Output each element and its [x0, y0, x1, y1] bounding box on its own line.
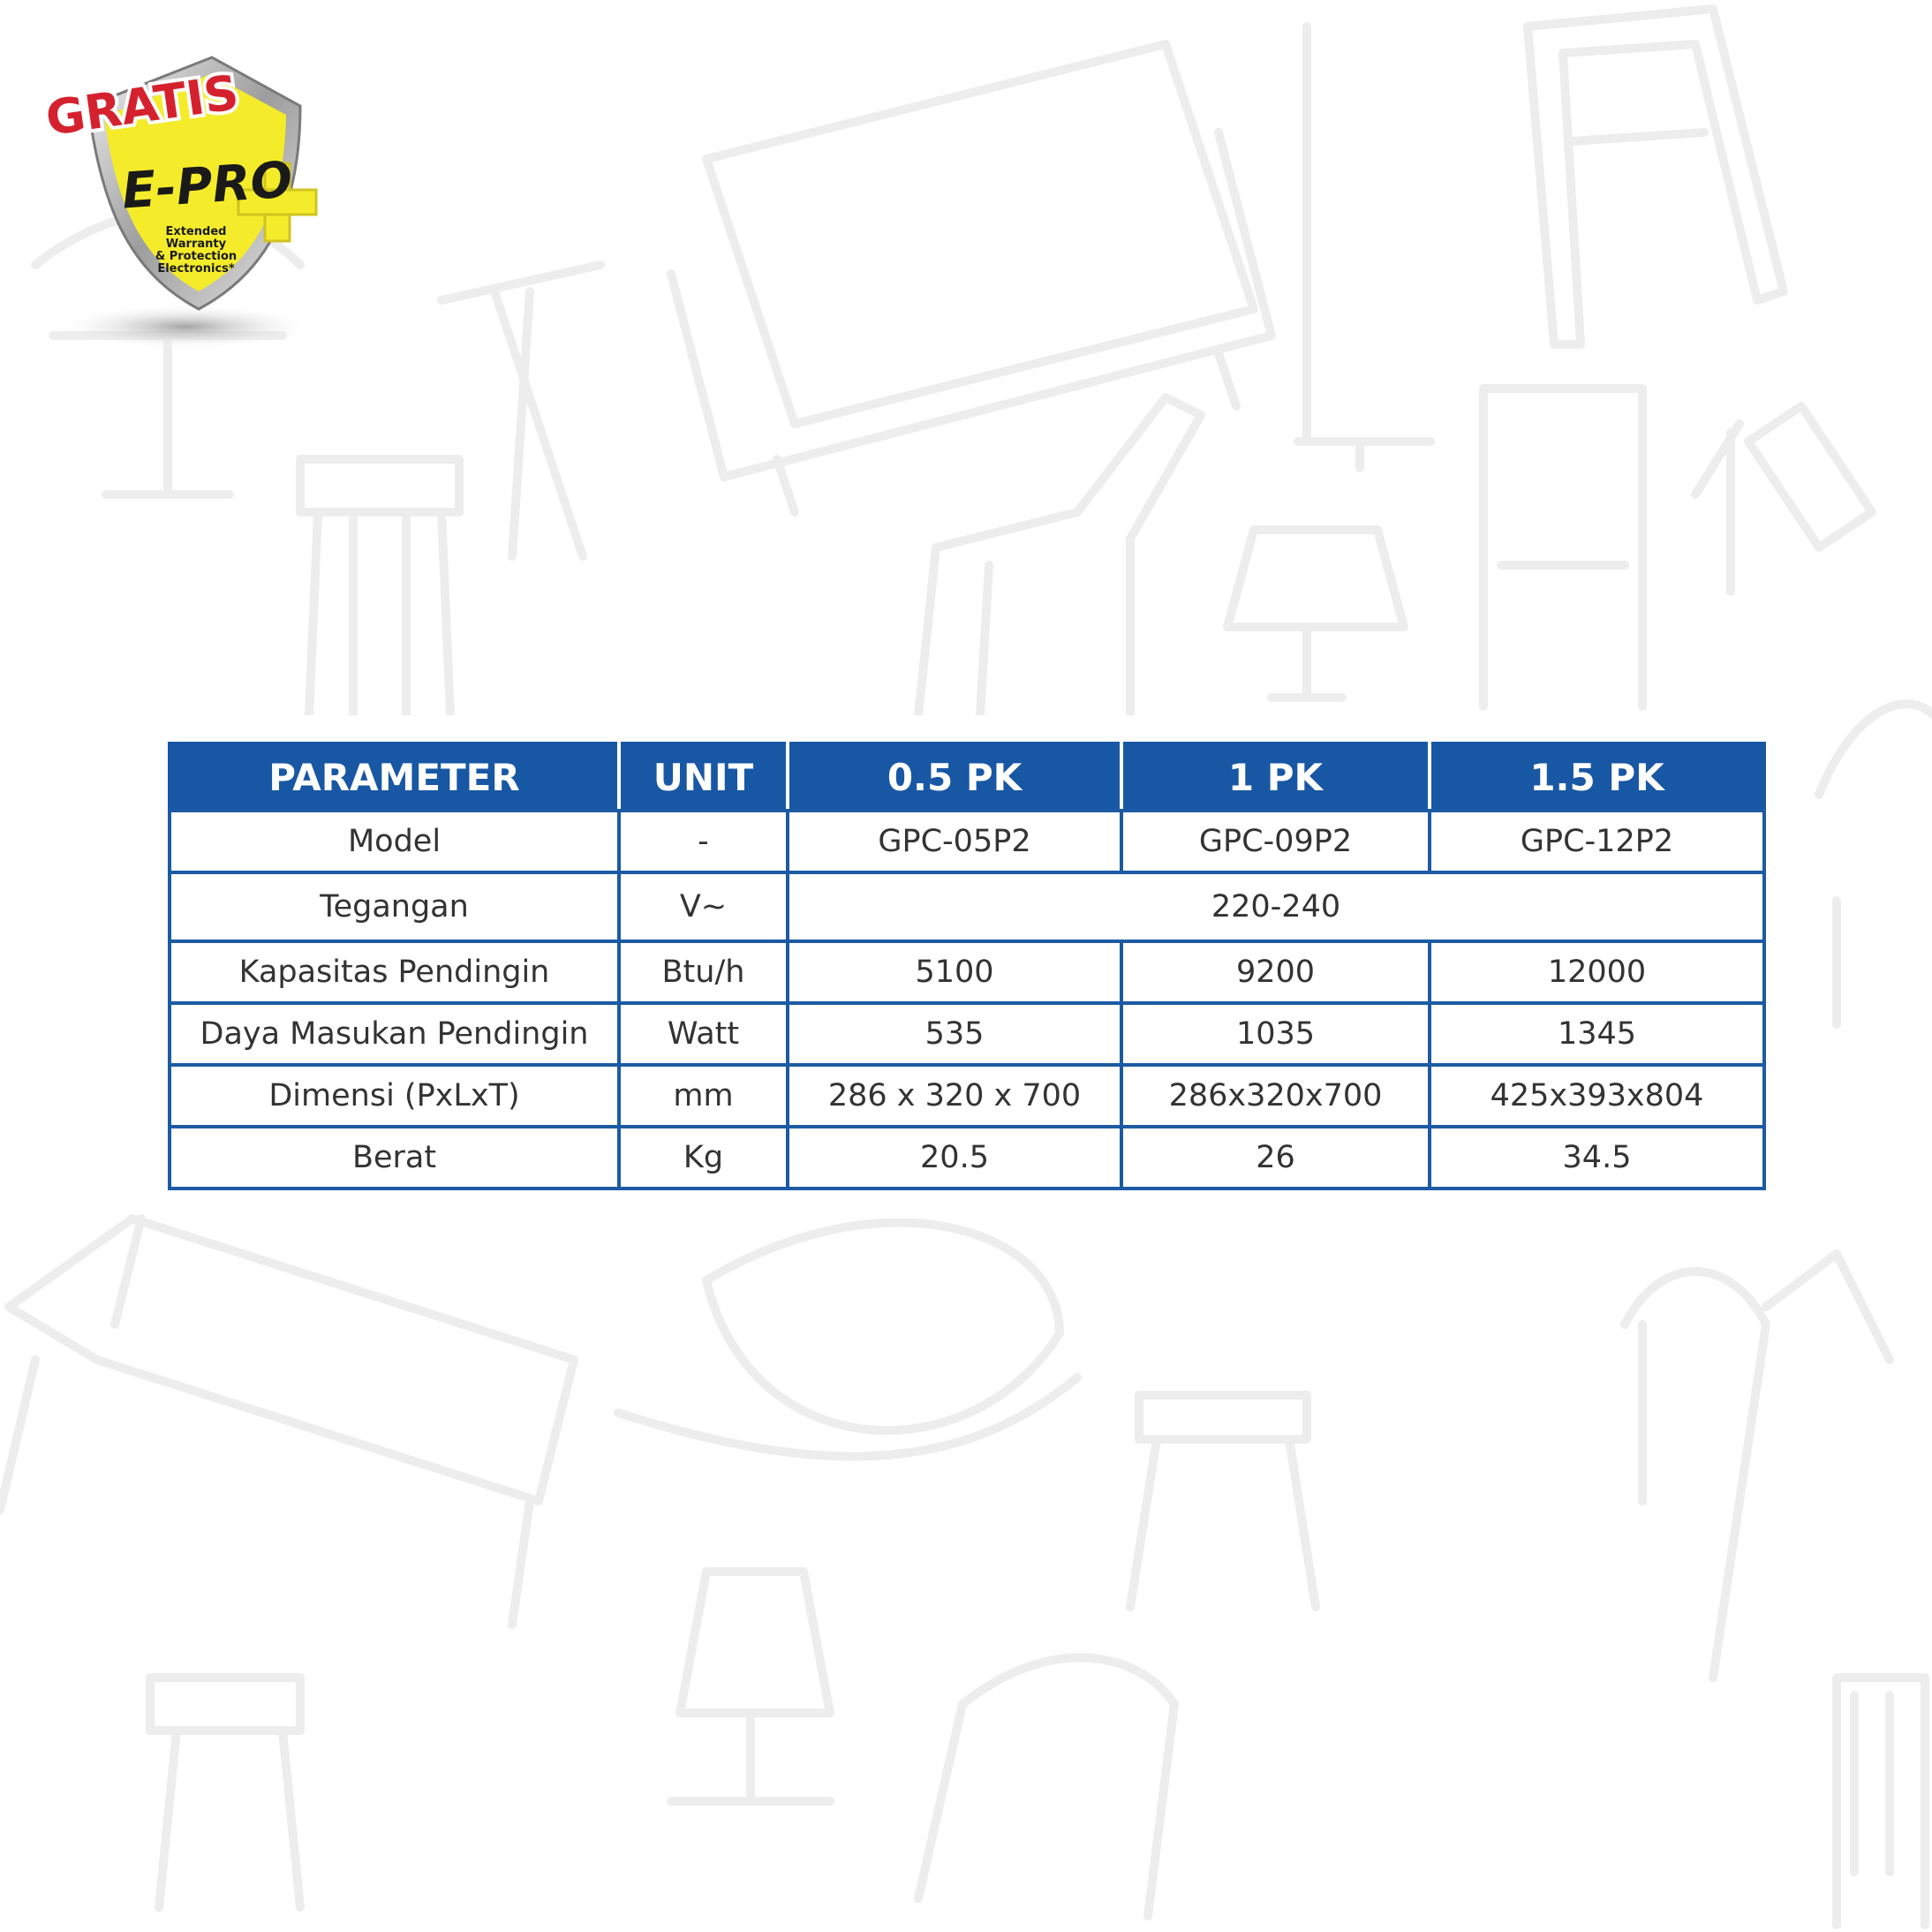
parameter-cell: Dimensi (PxLxT)	[170, 1065, 619, 1127]
badge-gratis-text: GRATIS	[42, 64, 242, 147]
value-cell: 286x320x700	[1121, 1065, 1430, 1127]
parameter-cell: Kapasitas Pendingin	[170, 941, 619, 1003]
header-unit: UNIT	[619, 743, 788, 811]
value-cell: 1345	[1430, 1003, 1764, 1065]
badge-brand-text: E-PRO	[120, 151, 295, 221]
value-cell: 1035	[1121, 1003, 1430, 1065]
unit-cell: Kg	[619, 1127, 788, 1189]
table-header-row	[170, 743, 1764, 811]
value-cell: 286 x 320 x 700	[788, 1065, 1121, 1127]
value-cell: 9200	[1121, 941, 1430, 1003]
unit-cell: V~	[619, 872, 788, 941]
specification-table	[168, 742, 1766, 1190]
merged-value-cell: 220-240	[788, 872, 1764, 941]
header-1-5-pk: 1.5 PK	[1430, 743, 1764, 811]
value-cell: 535	[788, 1003, 1121, 1065]
value-cell: GPC-12P2	[1430, 811, 1764, 872]
badge-tagline-line-3: & Protection	[155, 250, 238, 263]
badge-shadow	[53, 304, 318, 350]
parameter-cell: Tegangan	[170, 872, 619, 941]
header-1-pk: 1 PK	[1121, 743, 1430, 811]
value-cell: 425x393x804	[1430, 1065, 1764, 1127]
unit-cell: Watt	[619, 1003, 788, 1065]
value-cell: GPC-09P2	[1121, 811, 1430, 872]
unit-cell: Btu/h	[619, 941, 788, 1003]
parameter-cell: Berat	[170, 1127, 619, 1189]
header-0-5-pk: 0.5 PK	[788, 743, 1121, 811]
badge-tagline-line-2: Warranty	[165, 238, 227, 251]
parameter-cell: Daya Masukan Pendingin	[170, 1003, 619, 1065]
parameter-cell: Model	[170, 811, 619, 872]
unit-cell: mm	[619, 1065, 788, 1127]
value-cell: 12000	[1430, 941, 1764, 1003]
table-row	[170, 811, 1764, 872]
table-row	[170, 941, 1764, 1003]
badge-tagline-line-1: Extended	[165, 225, 227, 238]
badge-tagline-line-4: Electronics*	[157, 262, 235, 275]
unit-cell: -	[619, 811, 788, 872]
table-row	[170, 1003, 1764, 1065]
table-row	[170, 872, 1764, 941]
table-row	[170, 1065, 1764, 1127]
e-pro-warranty-badge	[26, 44, 344, 362]
value-cell: 26	[1121, 1127, 1430, 1189]
value-cell: GPC-05P2	[788, 811, 1121, 872]
header-parameter: PARAMETER	[170, 743, 619, 811]
table-row	[170, 1127, 1764, 1189]
value-cell: 20.5	[788, 1127, 1121, 1189]
value-cell: 5100	[788, 941, 1121, 1003]
value-cell: 34.5	[1430, 1127, 1764, 1189]
